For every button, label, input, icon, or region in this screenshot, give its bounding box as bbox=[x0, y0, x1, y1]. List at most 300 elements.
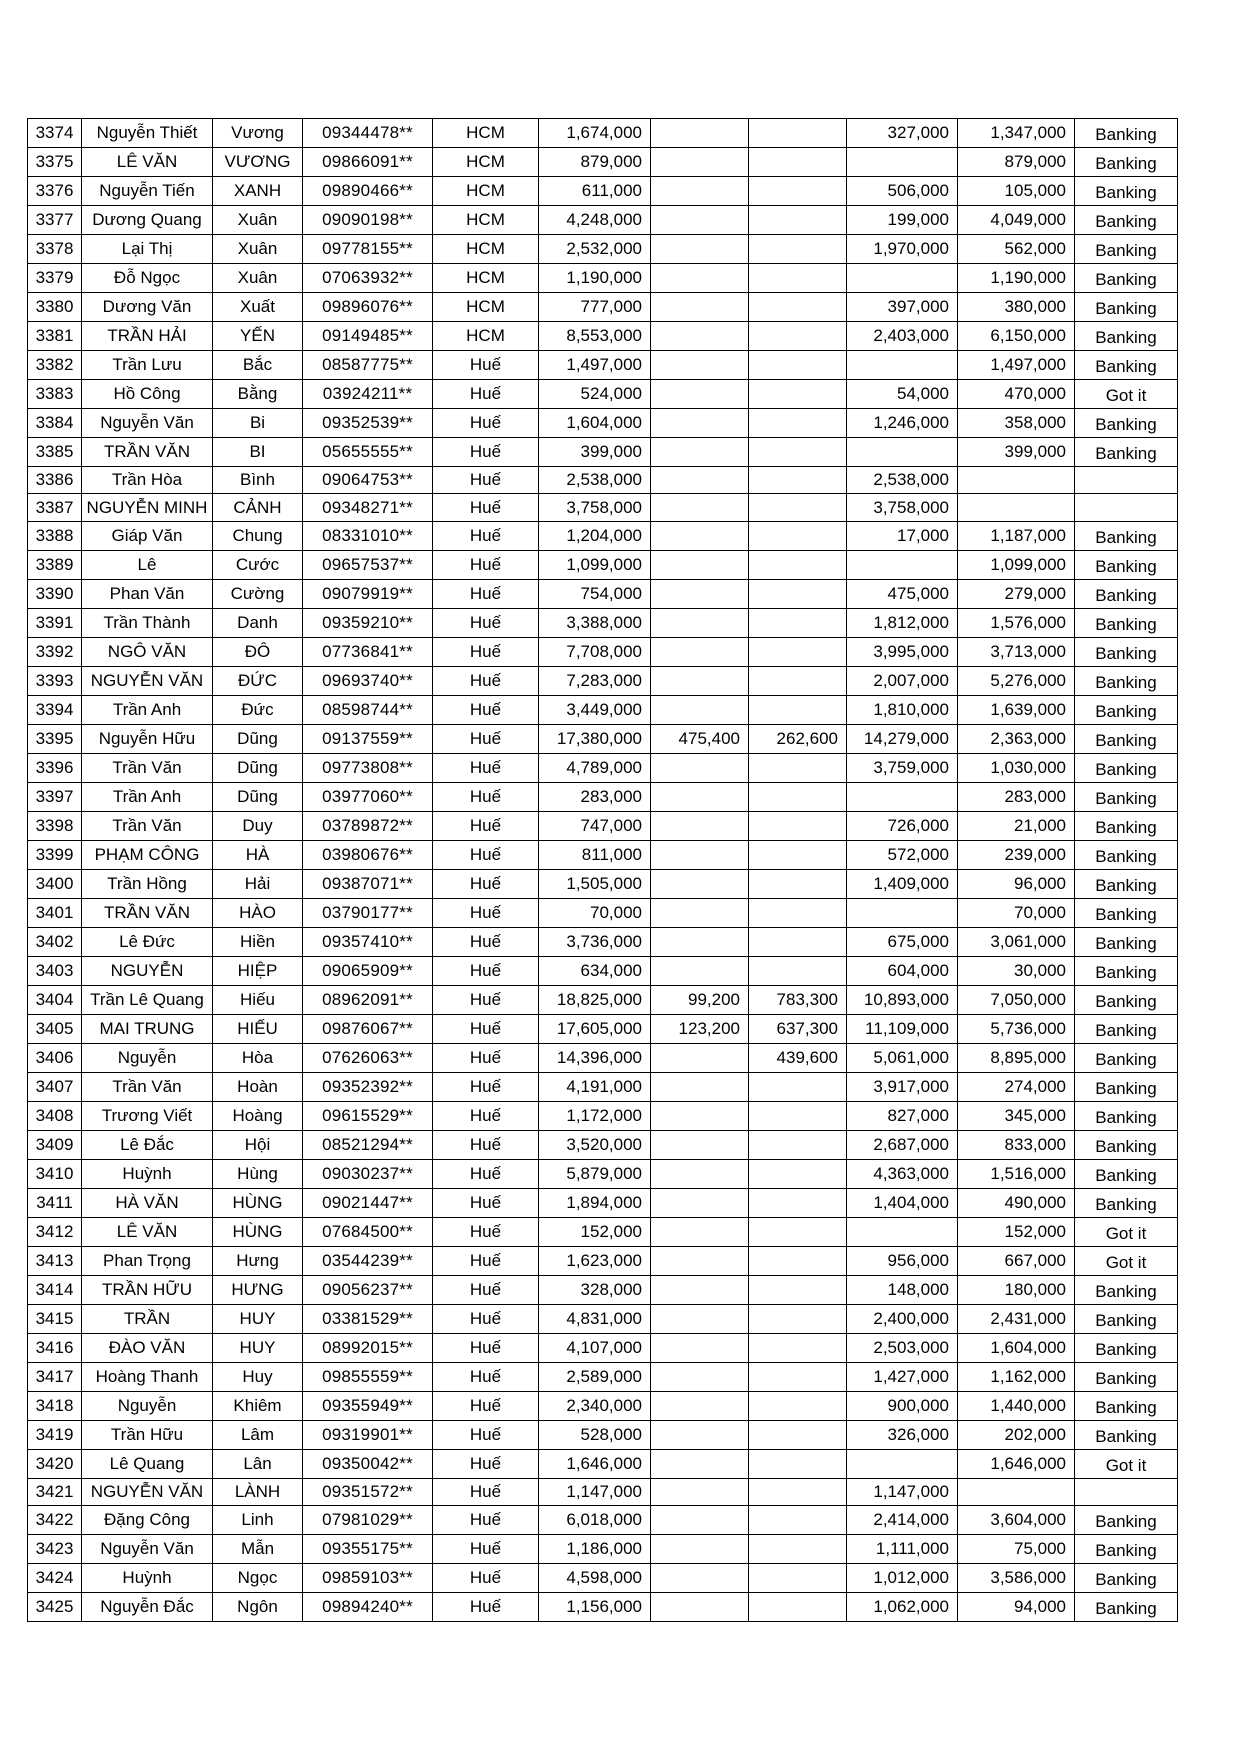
city-cell: Huế bbox=[433, 1304, 539, 1333]
phone-cell: 03980676** bbox=[303, 840, 433, 869]
last-name-cell: Dương Văn bbox=[82, 293, 213, 322]
extra-amount-2-cell bbox=[749, 1478, 847, 1505]
extra-amount-2-cell bbox=[749, 264, 847, 293]
extra-amount-2-cell bbox=[749, 695, 847, 724]
row-id-cell: 3396 bbox=[28, 753, 82, 782]
total-amount-cell: 3,758,000 bbox=[539, 494, 651, 521]
city-cell: Huế bbox=[433, 1072, 539, 1101]
row-id-cell: 3415 bbox=[28, 1304, 82, 1333]
payment-method-cell: Banking bbox=[1075, 1014, 1178, 1043]
deduction-cell: 1,012,000 bbox=[847, 1564, 958, 1593]
deduction-cell bbox=[847, 782, 958, 811]
total-amount-cell: 1,623,000 bbox=[539, 1246, 651, 1275]
phone-cell: 03924211** bbox=[303, 380, 433, 409]
row-id-cell: 3402 bbox=[28, 927, 82, 956]
row-id-cell: 3378 bbox=[28, 235, 82, 264]
extra-amount-1-cell bbox=[651, 1362, 749, 1391]
payment-method-cell: Banking bbox=[1075, 1130, 1178, 1159]
phone-cell: 09387071** bbox=[303, 869, 433, 898]
phone-cell: 07626063** bbox=[303, 1043, 433, 1072]
city-cell: Huế bbox=[433, 753, 539, 782]
payment-method-cell: Got it bbox=[1075, 1449, 1178, 1478]
extra-amount-1-cell bbox=[651, 1478, 749, 1505]
deduction-cell: 1,062,000 bbox=[847, 1593, 958, 1622]
first-name-cell: Cường bbox=[213, 579, 303, 608]
last-name-cell: Lê Quang bbox=[82, 1449, 213, 1478]
extra-amount-2-cell bbox=[749, 1535, 847, 1564]
last-name-cell: Dương Quang bbox=[82, 206, 213, 235]
last-name-cell: Hoàng Thanh bbox=[82, 1362, 213, 1391]
phone-cell: 09896076** bbox=[303, 293, 433, 322]
row-id-cell: 3422 bbox=[28, 1506, 82, 1535]
first-name-cell: Hoàn bbox=[213, 1072, 303, 1101]
city-cell: Huế bbox=[433, 927, 539, 956]
last-name-cell: Nguyễn Thiết bbox=[82, 119, 213, 148]
last-name-cell: Lê bbox=[82, 550, 213, 579]
row-id-cell: 3424 bbox=[28, 1564, 82, 1593]
first-name-cell: Xuất bbox=[213, 293, 303, 322]
extra-amount-1-cell bbox=[651, 956, 749, 985]
first-name-cell: ĐỨC bbox=[213, 666, 303, 695]
payment-method-cell: Banking bbox=[1075, 1535, 1178, 1564]
payment-method-cell: Banking bbox=[1075, 608, 1178, 637]
total-amount-cell: 328,000 bbox=[539, 1275, 651, 1304]
deduction-cell bbox=[847, 550, 958, 579]
last-name-cell: Hồ Công bbox=[82, 380, 213, 409]
payment-method-cell bbox=[1075, 467, 1178, 494]
net-amount-cell: 6,150,000 bbox=[958, 322, 1075, 351]
net-amount-cell: 4,049,000 bbox=[958, 206, 1075, 235]
city-cell: Huế bbox=[433, 1535, 539, 1564]
first-name-cell: HIỆP bbox=[213, 956, 303, 985]
first-name-cell: Huy bbox=[213, 1362, 303, 1391]
first-name-cell: Dũng bbox=[213, 753, 303, 782]
total-amount-cell: 1,674,000 bbox=[539, 119, 651, 148]
first-name-cell: VƯƠNG bbox=[213, 148, 303, 177]
extra-amount-1-cell bbox=[651, 1391, 749, 1420]
total-amount-cell: 811,000 bbox=[539, 840, 651, 869]
first-name-cell: Hiền bbox=[213, 927, 303, 956]
last-name-cell: Nguyễn Tiến bbox=[82, 177, 213, 206]
extra-amount-1-cell bbox=[651, 264, 749, 293]
first-name-cell: HÀO bbox=[213, 898, 303, 927]
row-id-cell: 3388 bbox=[28, 521, 82, 550]
net-amount-cell: 358,000 bbox=[958, 409, 1075, 438]
table-row bbox=[28, 438, 1178, 467]
row-id-cell: 3380 bbox=[28, 293, 82, 322]
net-amount-cell: 345,000 bbox=[958, 1101, 1075, 1130]
total-amount-cell: 3,520,000 bbox=[539, 1130, 651, 1159]
first-name-cell: HÀ bbox=[213, 840, 303, 869]
row-id-cell: 3405 bbox=[28, 1014, 82, 1043]
table-row bbox=[28, 1304, 1178, 1333]
extra-amount-1-cell bbox=[651, 666, 749, 695]
city-cell: Huế bbox=[433, 521, 539, 550]
last-name-cell: Nguyễn Đắc bbox=[82, 1593, 213, 1622]
deduction-cell: 675,000 bbox=[847, 927, 958, 956]
first-name-cell: Đức bbox=[213, 695, 303, 724]
extra-amount-1-cell bbox=[651, 148, 749, 177]
extra-amount-1-cell bbox=[651, 1593, 749, 1622]
payout-table bbox=[27, 118, 1178, 1622]
table-row bbox=[28, 293, 1178, 322]
deduction-cell: 2,687,000 bbox=[847, 1130, 958, 1159]
total-amount-cell: 283,000 bbox=[539, 782, 651, 811]
extra-amount-2-cell bbox=[749, 1188, 847, 1217]
phone-cell: 09859103** bbox=[303, 1564, 433, 1593]
extra-amount-2-cell bbox=[749, 608, 847, 637]
deduction-cell: 10,893,000 bbox=[847, 985, 958, 1014]
row-id-cell: 3408 bbox=[28, 1101, 82, 1130]
payment-method-cell: Banking bbox=[1075, 1072, 1178, 1101]
city-cell: Huế bbox=[433, 1159, 539, 1188]
phone-cell: 09350042** bbox=[303, 1449, 433, 1478]
total-amount-cell: 2,538,000 bbox=[539, 467, 651, 494]
payment-method-cell: Banking bbox=[1075, 1304, 1178, 1333]
extra-amount-1-cell: 123,200 bbox=[651, 1014, 749, 1043]
phone-cell: 03544239** bbox=[303, 1246, 433, 1275]
row-id-cell: 3410 bbox=[28, 1159, 82, 1188]
phone-cell: 03789872** bbox=[303, 811, 433, 840]
total-amount-cell: 1,497,000 bbox=[539, 351, 651, 380]
row-id-cell: 3399 bbox=[28, 840, 82, 869]
table-row bbox=[28, 1535, 1178, 1564]
net-amount-cell: 1,190,000 bbox=[958, 264, 1075, 293]
payment-method-cell: Banking bbox=[1075, 695, 1178, 724]
deduction-cell: 148,000 bbox=[847, 1275, 958, 1304]
last-name-cell: Trần Hữu bbox=[82, 1420, 213, 1449]
extra-amount-1-cell: 99,200 bbox=[651, 985, 749, 1014]
phone-cell: 09855559** bbox=[303, 1362, 433, 1391]
phone-cell: 05655555** bbox=[303, 438, 433, 467]
deduction-cell: 397,000 bbox=[847, 293, 958, 322]
payment-method-cell: Banking bbox=[1075, 264, 1178, 293]
last-name-cell: HÀ VĂN bbox=[82, 1188, 213, 1217]
total-amount-cell: 4,107,000 bbox=[539, 1333, 651, 1362]
city-cell: Huế bbox=[433, 1275, 539, 1304]
first-name-cell: Dũng bbox=[213, 724, 303, 753]
phone-cell: 09351572** bbox=[303, 1478, 433, 1505]
last-name-cell: TRẦN VĂN bbox=[82, 438, 213, 467]
city-cell: Huế bbox=[433, 438, 539, 467]
row-id-cell: 3416 bbox=[28, 1333, 82, 1362]
total-amount-cell: 747,000 bbox=[539, 811, 651, 840]
city-cell: Huế bbox=[433, 608, 539, 637]
extra-amount-2-cell bbox=[749, 1130, 847, 1159]
first-name-cell: HƯNG bbox=[213, 1275, 303, 1304]
city-cell: Huế bbox=[433, 494, 539, 521]
phone-cell: 09890466** bbox=[303, 177, 433, 206]
extra-amount-2-cell: 637,300 bbox=[749, 1014, 847, 1043]
extra-amount-2-cell bbox=[749, 177, 847, 206]
city-cell: Huế bbox=[433, 1014, 539, 1043]
payment-method-cell: Banking bbox=[1075, 1593, 1178, 1622]
city-cell: HCM bbox=[433, 235, 539, 264]
first-name-cell: Lâm bbox=[213, 1420, 303, 1449]
net-amount-cell: 1,099,000 bbox=[958, 550, 1075, 579]
payment-method-cell: Banking bbox=[1075, 409, 1178, 438]
table-row bbox=[28, 898, 1178, 927]
row-id-cell: 3385 bbox=[28, 438, 82, 467]
extra-amount-2-cell bbox=[749, 1275, 847, 1304]
extra-amount-1-cell bbox=[651, 608, 749, 637]
phone-cell: 09773808** bbox=[303, 753, 433, 782]
last-name-cell: Trần Văn bbox=[82, 811, 213, 840]
payment-method-cell: Banking bbox=[1075, 869, 1178, 898]
phone-cell: 09319901** bbox=[303, 1420, 433, 1449]
city-cell: Huế bbox=[433, 985, 539, 1014]
row-id-cell: 3376 bbox=[28, 177, 82, 206]
first-name-cell: HÙNG bbox=[213, 1188, 303, 1217]
last-name-cell: Đỗ Ngọc bbox=[82, 264, 213, 293]
first-name-cell: Hưng bbox=[213, 1246, 303, 1275]
phone-cell: 09876067** bbox=[303, 1014, 433, 1043]
net-amount-cell: 21,000 bbox=[958, 811, 1075, 840]
row-id-cell: 3390 bbox=[28, 579, 82, 608]
row-id-cell: 3413 bbox=[28, 1246, 82, 1275]
net-amount-cell: 1,497,000 bbox=[958, 351, 1075, 380]
row-id-cell: 3397 bbox=[28, 782, 82, 811]
phone-cell: 08587775** bbox=[303, 351, 433, 380]
payment-method-cell: Banking bbox=[1075, 293, 1178, 322]
first-name-cell: Vương bbox=[213, 119, 303, 148]
phone-cell: 09090198** bbox=[303, 206, 433, 235]
extra-amount-1-cell bbox=[651, 467, 749, 494]
extra-amount-1-cell bbox=[651, 1130, 749, 1159]
table-row bbox=[28, 1275, 1178, 1304]
total-amount-cell: 1,604,000 bbox=[539, 409, 651, 438]
payment-method-cell: Banking bbox=[1075, 724, 1178, 753]
extra-amount-2-cell bbox=[749, 409, 847, 438]
extra-amount-2-cell: 783,300 bbox=[749, 985, 847, 1014]
extra-amount-2-cell bbox=[749, 521, 847, 550]
table-row bbox=[28, 1159, 1178, 1188]
row-id-cell: 3404 bbox=[28, 985, 82, 1014]
table-row bbox=[28, 1478, 1178, 1505]
table-row bbox=[28, 322, 1178, 351]
table-row bbox=[28, 579, 1178, 608]
deduction-cell: 1,810,000 bbox=[847, 695, 958, 724]
first-name-cell: CẢNH bbox=[213, 494, 303, 521]
city-cell: Huế bbox=[433, 351, 539, 380]
total-amount-cell: 777,000 bbox=[539, 293, 651, 322]
table-row bbox=[28, 1188, 1178, 1217]
city-cell: Huế bbox=[433, 1391, 539, 1420]
deduction-cell: 3,995,000 bbox=[847, 637, 958, 666]
phone-cell: 09355949** bbox=[303, 1391, 433, 1420]
extra-amount-1-cell bbox=[651, 1217, 749, 1246]
extra-amount-1-cell bbox=[651, 840, 749, 869]
last-name-cell: Nguyễn Hữu bbox=[82, 724, 213, 753]
extra-amount-2-cell bbox=[749, 1506, 847, 1535]
net-amount-cell: 1,604,000 bbox=[958, 1333, 1075, 1362]
row-id-cell: 3421 bbox=[28, 1478, 82, 1505]
payment-method-cell: Banking bbox=[1075, 1159, 1178, 1188]
table-row bbox=[28, 927, 1178, 956]
extra-amount-2-cell bbox=[749, 1362, 847, 1391]
extra-amount-1-cell bbox=[651, 1564, 749, 1593]
last-name-cell: NGUYỄN VĂN bbox=[82, 666, 213, 695]
deduction-cell: 1,147,000 bbox=[847, 1478, 958, 1505]
extra-amount-2-cell bbox=[749, 494, 847, 521]
payment-method-cell: Banking bbox=[1075, 753, 1178, 782]
phone-cell: 09149485** bbox=[303, 322, 433, 351]
net-amount-cell: 202,000 bbox=[958, 1420, 1075, 1449]
payment-method-cell: Banking bbox=[1075, 1362, 1178, 1391]
city-cell: Huế bbox=[433, 782, 539, 811]
extra-amount-2-cell: 439,600 bbox=[749, 1043, 847, 1072]
net-amount-cell: 1,516,000 bbox=[958, 1159, 1075, 1188]
payment-method-cell: Banking bbox=[1075, 351, 1178, 380]
row-id-cell: 3375 bbox=[28, 148, 82, 177]
last-name-cell: Trần Hòa bbox=[82, 467, 213, 494]
net-amount-cell: 152,000 bbox=[958, 1217, 1075, 1246]
city-cell: HCM bbox=[433, 148, 539, 177]
row-id-cell: 3423 bbox=[28, 1535, 82, 1564]
extra-amount-1-cell bbox=[651, 550, 749, 579]
extra-amount-1-cell bbox=[651, 1506, 749, 1535]
payment-method-cell: Banking bbox=[1075, 1043, 1178, 1072]
extra-amount-1-cell bbox=[651, 782, 749, 811]
city-cell: Huế bbox=[433, 1564, 539, 1593]
deduction-cell: 475,000 bbox=[847, 579, 958, 608]
row-id-cell: 3417 bbox=[28, 1362, 82, 1391]
city-cell: Huế bbox=[433, 1333, 539, 1362]
net-amount-cell: 283,000 bbox=[958, 782, 1075, 811]
row-id-cell: 3425 bbox=[28, 1593, 82, 1622]
extra-amount-2-cell bbox=[749, 1564, 847, 1593]
deduction-cell: 54,000 bbox=[847, 380, 958, 409]
phone-cell: 09352392** bbox=[303, 1072, 433, 1101]
extra-amount-2-cell bbox=[749, 206, 847, 235]
deduction-cell: 2,538,000 bbox=[847, 467, 958, 494]
net-amount-cell: 8,895,000 bbox=[958, 1043, 1075, 1072]
extra-amount-2-cell bbox=[749, 1333, 847, 1362]
last-name-cell: Phan Trọng bbox=[82, 1246, 213, 1275]
extra-amount-1-cell bbox=[651, 206, 749, 235]
deduction-cell: 506,000 bbox=[847, 177, 958, 206]
payment-method-cell: Banking bbox=[1075, 550, 1178, 579]
last-name-cell: LÊ VĂN bbox=[82, 148, 213, 177]
deduction-cell: 2,007,000 bbox=[847, 666, 958, 695]
last-name-cell: Phan Văn bbox=[82, 579, 213, 608]
table-row bbox=[28, 148, 1178, 177]
row-id-cell: 3394 bbox=[28, 695, 82, 724]
phone-cell: 09352539** bbox=[303, 409, 433, 438]
deduction-cell: 3,758,000 bbox=[847, 494, 958, 521]
row-id-cell: 3400 bbox=[28, 869, 82, 898]
total-amount-cell: 17,605,000 bbox=[539, 1014, 651, 1043]
total-amount-cell: 7,708,000 bbox=[539, 637, 651, 666]
table-row bbox=[28, 235, 1178, 264]
last-name-cell: Trần Văn bbox=[82, 753, 213, 782]
extra-amount-2-cell bbox=[749, 840, 847, 869]
city-cell: HCM bbox=[433, 264, 539, 293]
deduction-cell: 17,000 bbox=[847, 521, 958, 550]
phone-cell: 07736841** bbox=[303, 637, 433, 666]
payment-method-cell: Banking bbox=[1075, 956, 1178, 985]
total-amount-cell: 4,598,000 bbox=[539, 1564, 651, 1593]
last-name-cell: TRẦN HỮU bbox=[82, 1275, 213, 1304]
extra-amount-1-cell bbox=[651, 119, 749, 148]
total-amount-cell: 528,000 bbox=[539, 1420, 651, 1449]
net-amount-cell: 5,736,000 bbox=[958, 1014, 1075, 1043]
net-amount-cell: 75,000 bbox=[958, 1535, 1075, 1564]
deduction-cell: 572,000 bbox=[847, 840, 958, 869]
payment-method-cell: Banking bbox=[1075, 521, 1178, 550]
extra-amount-1-cell bbox=[651, 927, 749, 956]
city-cell: HCM bbox=[433, 206, 539, 235]
total-amount-cell: 4,248,000 bbox=[539, 206, 651, 235]
total-amount-cell: 18,825,000 bbox=[539, 985, 651, 1014]
extra-amount-1-cell bbox=[651, 380, 749, 409]
table-row bbox=[28, 1072, 1178, 1101]
city-cell: Huế bbox=[433, 550, 539, 579]
city-cell: Huế bbox=[433, 1506, 539, 1535]
total-amount-cell: 1,147,000 bbox=[539, 1478, 651, 1505]
extra-amount-1-cell bbox=[651, 811, 749, 840]
extra-amount-1-cell bbox=[651, 579, 749, 608]
city-cell: Huế bbox=[433, 1362, 539, 1391]
table-row bbox=[28, 206, 1178, 235]
table-row bbox=[28, 666, 1178, 695]
deduction-cell: 2,400,000 bbox=[847, 1304, 958, 1333]
extra-amount-1-cell bbox=[651, 637, 749, 666]
extra-amount-1-cell bbox=[651, 322, 749, 351]
extra-amount-2-cell bbox=[749, 119, 847, 148]
extra-amount-1-cell bbox=[651, 293, 749, 322]
extra-amount-2-cell bbox=[749, 235, 847, 264]
phone-cell: 03790177** bbox=[303, 898, 433, 927]
deduction-cell: 726,000 bbox=[847, 811, 958, 840]
first-name-cell: Hải bbox=[213, 869, 303, 898]
deduction-cell: 956,000 bbox=[847, 1246, 958, 1275]
net-amount-cell: 3,061,000 bbox=[958, 927, 1075, 956]
payment-method-cell: Banking bbox=[1075, 579, 1178, 608]
total-amount-cell: 611,000 bbox=[539, 177, 651, 206]
last-name-cell: Lê Đức bbox=[82, 927, 213, 956]
extra-amount-1-cell bbox=[651, 1449, 749, 1478]
total-amount-cell: 399,000 bbox=[539, 438, 651, 467]
net-amount-cell: 3,713,000 bbox=[958, 637, 1075, 666]
last-name-cell: TRẦN VĂN bbox=[82, 898, 213, 927]
city-cell: Huế bbox=[433, 695, 539, 724]
first-name-cell: Xuân bbox=[213, 264, 303, 293]
total-amount-cell: 5,879,000 bbox=[539, 1159, 651, 1188]
total-amount-cell: 70,000 bbox=[539, 898, 651, 927]
deduction-cell: 2,503,000 bbox=[847, 1333, 958, 1362]
table-row bbox=[28, 521, 1178, 550]
total-amount-cell: 1,186,000 bbox=[539, 1535, 651, 1564]
first-name-cell: HIẾU bbox=[213, 1014, 303, 1043]
net-amount-cell: 30,000 bbox=[958, 956, 1075, 985]
extra-amount-2-cell bbox=[749, 927, 847, 956]
phone-cell: 03381529** bbox=[303, 1304, 433, 1333]
table-row bbox=[28, 1130, 1178, 1159]
first-name-cell: XANH bbox=[213, 177, 303, 206]
first-name-cell: YẾN bbox=[213, 322, 303, 351]
deduction-cell: 11,109,000 bbox=[847, 1014, 958, 1043]
payment-method-cell: Got it bbox=[1075, 380, 1178, 409]
row-id-cell: 3420 bbox=[28, 1449, 82, 1478]
first-name-cell: HUY bbox=[213, 1333, 303, 1362]
phone-cell: 07684500** bbox=[303, 1217, 433, 1246]
net-amount-cell: 70,000 bbox=[958, 898, 1075, 927]
city-cell: Huế bbox=[433, 666, 539, 695]
deduction-cell bbox=[847, 1217, 958, 1246]
first-name-cell: HÙNG bbox=[213, 1217, 303, 1246]
row-id-cell: 3383 bbox=[28, 380, 82, 409]
